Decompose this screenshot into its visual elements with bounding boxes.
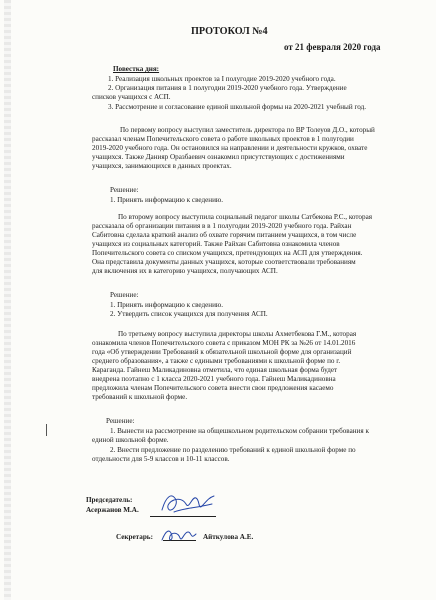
paragraph-line: рассказала об организации питания в в 1 полугодии 2019-2020 учебного года. Райхан bbox=[92, 222, 352, 230]
paragraph-line: Сабитовна сделала краткий анализ об охвате горячим питанием учащихся, в том числе bbox=[92, 231, 357, 239]
chair-label: Председатель: bbox=[86, 496, 133, 504]
agenda-item: 3. Рассмотрение и согласование единой школьной формы на 2020-2021 учебный год. bbox=[108, 103, 366, 111]
paragraph-line: рассказал членам Попечительского совета о работе школьных проектов в 1 полугодии bbox=[92, 135, 354, 143]
decision-heading: Решение: bbox=[106, 417, 135, 425]
decision-item: 1. Принять информацию к сведению. bbox=[110, 301, 224, 309]
paragraph-line: учащихся из социальных категорий. Также Райхан Сабитовна ознакомила членов bbox=[92, 240, 340, 248]
chair-name: Асержанов М.А. bbox=[86, 506, 139, 514]
secretary-label: Секретарь: bbox=[116, 533, 153, 541]
document-date: от 21 февраля 2020 года bbox=[284, 42, 381, 52]
paragraph-line: среднего образования», а также с едиными требованиями к школьной форме по г. bbox=[92, 357, 341, 365]
paragraph-line: Она представила документы данных учащихся, которые соответствовали требованиям bbox=[92, 258, 356, 266]
paragraph-line: По третьему вопросу выступила директоры школы Ахметбекова Г.М., которая bbox=[118, 330, 357, 338]
decision-item: единой школьной форме. bbox=[92, 436, 169, 444]
paragraph-line: для включения их в категорию учащихся, получающих АСП. bbox=[92, 267, 278, 275]
agenda-heading: Повестка дня: bbox=[113, 65, 160, 73]
decision-item: 1. Вынести на рассмотрение на общешкольном родительском собрании требования к bbox=[110, 427, 369, 435]
paragraph-line: Караганда. Гайнеш Маликадиновна отметила, что единая школьная форма будет bbox=[92, 366, 338, 374]
paragraph-line: учащихся. Также Данияр Оразбаевич ознакомил присутствующих с достижениями bbox=[92, 153, 345, 161]
paragraph-line: 2019-2020 учебного года. Он остановился на направлении и деятельности кружков, охвате bbox=[92, 144, 368, 152]
decision-heading: Решение: bbox=[110, 291, 139, 299]
decision-item: 2. Утвердить список учащихся для получения АСП. bbox=[110, 310, 268, 318]
decision-item: 1. Принять информацию к сведению. bbox=[110, 196, 224, 204]
secretary-name: Айткулова А.Е. bbox=[203, 533, 254, 541]
paragraph-line: требований к школьной форме. bbox=[92, 393, 188, 401]
paragraph-line: ознакомила членов Попечительского совета с приказом МОН РК за №26 от 14.01.2016 bbox=[92, 339, 356, 347]
paragraph-line: Попечительского совета со списком учащихся, претендующих на АСП для утверждения. bbox=[92, 249, 363, 257]
scan-edge-artifact bbox=[4, 0, 11, 600]
decision-item: 2. Внести предложение по разделению требований к единой школьной форме по bbox=[110, 446, 356, 454]
secretary-signature-icon bbox=[158, 524, 202, 546]
document-title: ПРОТОКОЛ №4 bbox=[191, 26, 268, 37]
decision-heading: Решение: bbox=[110, 186, 139, 194]
paragraph-line: внедрена поэтапно с 1 класса 2020-2021 учебного года. Гайнеш Маликадиновна bbox=[92, 375, 336, 383]
agenda-item: списков учащихся с АСП. bbox=[92, 93, 171, 101]
chair-signature-icon bbox=[156, 486, 220, 520]
agenda-item: 2. Организация питания в 1 полугодии 2019-2020 учебного года. Утверждение bbox=[108, 84, 347, 92]
scan-margin-mark bbox=[46, 424, 47, 436]
decision-item: отдельности для 5-9 классов и 10-11 классов. bbox=[92, 455, 230, 463]
agenda-item: 1. Реализация школьных проектов за I полугодие 2019-2020 учебного года. bbox=[108, 75, 336, 83]
paragraph-line: года «Об утверждении Требований к обязательной школьной форме для организаций bbox=[92, 348, 352, 356]
paragraph-line: учащихся, занимающихся в данных проектах. bbox=[92, 162, 232, 170]
paragraph-line: По первому вопросу выступил заместитель директора по ВР Толеуов Д.О., который bbox=[120, 126, 375, 134]
paragraph-line: предложила членам Попечительского совета внести свои предложения касаемо bbox=[92, 384, 334, 392]
paragraph-line: По второму вопросу выступила социальный педагог школы Сатбекова Р.С., которая bbox=[118, 213, 373, 221]
